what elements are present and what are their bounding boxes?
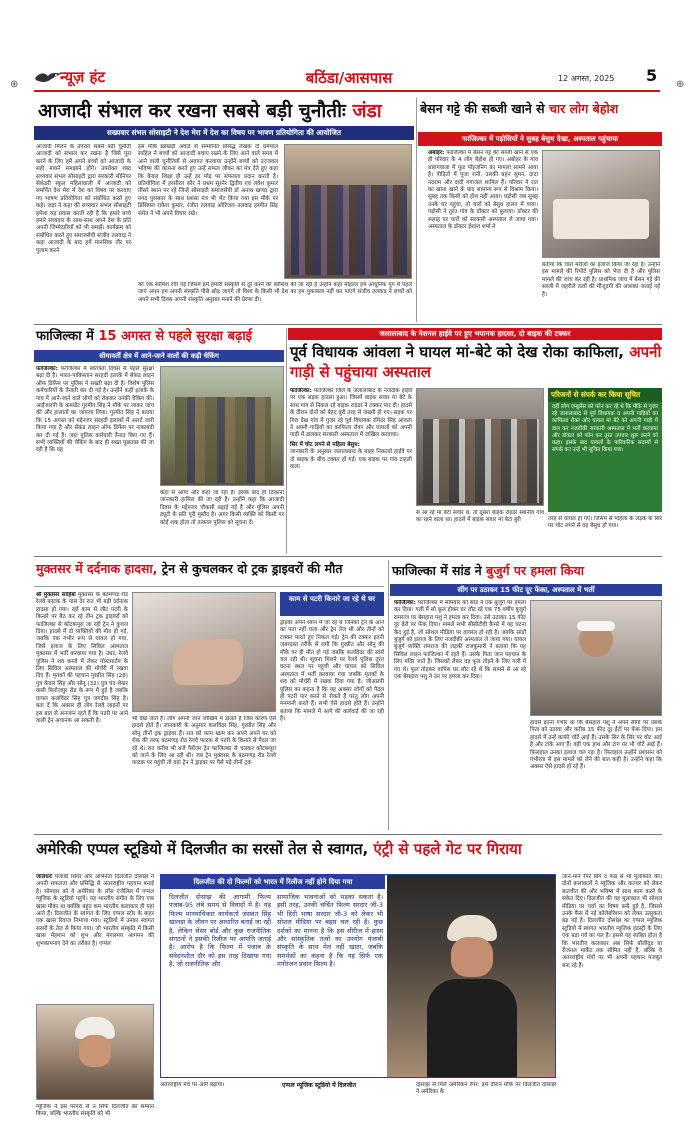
headline-main: अमेरिकी एप्पल स्टूडियो में दिलजीत का सरसों तेल से स्वागत,	[36, 840, 369, 858]
column-divider	[416, 98, 417, 322]
body-col-2: ड्राइवर अपने ध्यान में जा रहे थे जिनको ट्रेन के आने का पता नहीं चला और ट्रेन तेज थी और तीनों को टक्कर मारते हुए निकल गई। ट्रेन की टक्कर इतनी जबरदस्त तरीके से लगी कि गुरप्रीत और सोनू की मौके पर ही मौत हो गई जबकि कलविंदर की सांसें चल रही थी। सूचना मिलने पर रेलवे पुलिस तुरंत घटना स्थल पर पहुंची और घायल को सिविल अस्पताल में भर्ती करवाया गया जबकि मृतकों के शव को मोर्चरी में रखवा दिया गया है। जीआरपी पुलिस का कहना है कि यह अक्सर लोगों को पैदल ही पटरी पार करने से रोकते हैं परंतु लोग अपनी मनमानी करते हैं। सभी ऐसे हादसे होते हैं। उन्होंने बताया कि मामले में आगे की कार्रवाई की जा रही है।	[280, 620, 384, 723]
caption: हादसे इतना गंभीर था कि बेसहारा पशु ने अपने सींगों पर उसके पिता को उठाया और करीब 15 फीट दूर ईंटों पर फेंक दिया। इस हादसे में उन्हें काफी चोटें आई हैं। उसके सिर के सिर पर चोट आई है और टांके आए हैं। वहीं एक हाथ और टांग पर भी चोटें आई हैं। फिलहाल उनका इलाज चल रहा है। फिलहाल उन्होंने प्रशासन को गंभीरता से इस मामले को लेने की बात कही है। उन्होंने कहा कि अक्सर ऐसे हादसे हो रहे हैं।	[530, 720, 662, 771]
headline-accent: अपनी गाड़ी से पहुंचाया अस्पताल	[290, 343, 662, 381]
body-text: मुक्तसर के बठमणड़ रोड रेलवे फाटक के पास देर रात भी बड़ी दर्दनाक हादसा हो गया। रहाँ काम से लौट पटरी के किनारे पर बैठ कर रहे तीन ट्रक ड्राइवरों को फाजिल्का से कोटकपूरा जा रही ट्रेन ने कुचल दिया। हादसे में दो व्यक्तियों की मौत हो गई, जबकि एक गंभीर रूप से घायल हो गया, जिसे इलाज के लिए सिविल अस्पताल मुक्तसर में भर्ती करवाया गया है। उधर, रेलवे पुलिस ने शव कब्जे में लेकर पोस्टमार्टम के लिए सिविल अस्पताल की मोर्चरी में रखवा दिए हैं। मृतकों की पहचान गुरप्रीत सिंह (28) पुत्र केवल सिंह और सोनू (32) पुत्र चंद शेखर वासी फिरोज़पुर रोड के रूप में हुई है जबकि घायल कलविंदर सिंह पुत्र जगदीप सिंह है। बता दें कि अक्सर ही लोग रेलवे लाइनों पर इस बात से अनजान रहते हैं कि पटरी पर आने वाली ट्रेन अचानक आ सकती है।	[36, 592, 128, 724]
story-awla	[288, 328, 662, 554]
headline-accent: जंडा	[352, 100, 382, 122]
body-text: फाजिल्का में स्वतंत्रता दिवस से पहले सुरक्षा बढ़ा दी है। भारत-पाकिस्तान सरहदी इलाके में सेकंड लाइन ऑफ डिफेंस पर पुलिस ने सख्ती बढ़ा दी है। विशेष पुलिस कर्मचारियों के तैनाती कर दी गई है। उन्होंने कहीं इलाके के गांव में आने-जाने वाले लोगों को रोककर उनकी चेकिंग की। आईजारपी के कमांडेंट गुरमीत सिंह ने मौके पर जाकर जांच की और हालातों का जायजा लिया। गुरमीत सिंह ने बताया कि 15 अगस्त को मद्देनजर सरहदी इलाकों में अलर्ट जारी किया गया है और सेकंड लाइन ऑफ डिफेंस पर नाकाबंदी कर दी गई है। जहां पुलिस कर्मचारी तैनात किए गए हैं। सभी व्यक्तियों की चेकिंग के बाद ही सख्त पूछताछ की जा रही है कि वह	[36, 366, 154, 454]
studio-photo	[387, 875, 555, 1077]
subsection-title: सिर में चोट लगने से महिला बेसुध:	[290, 441, 360, 448]
box-foot-right-text: दोसांझ से मिले अमेरिकन रैपर: इस दौरान मौके पर दिलजीत दोसांझ ने अमेरिका के	[416, 1082, 556, 1096]
bandage	[577, 621, 615, 631]
body-text: पंजाबी सिंगर और अभिनेता दिलजीत दोसांझ ने अपनी सफलता और प्रसिद्धि से अंतरराष्ट्रीय पहचान बनाई है। सोमवार को वे अमेरिका के लॉस एंजेलिस में एप्पल म्यूजिक के स्टूडियो पहुंचे। यह भारतीय संगीत के लिए एक खास मौका था क्योंकि बहुत कम भारतीय कलाकार ही यहां आते हैं। दिलजीत के स्वागत के लिए एप्पल स्टोर के बाहर एक खास रिवाज निभाया गया। स्टूडियो में उनका स्वागत सरसों के तेल से किया गया। जो भारतीय संस्कृति में किसी खास मेहमान को शुभ और मंगलमय आगमन की शुभकामनाएं देने का तरीका है। एप्पल	[36, 874, 154, 947]
headline-main: ट्रेन से कुचलकर दो ट्रक ड्राइवरों की मौत	[161, 561, 343, 576]
caption: से आ रहे मां बेटा सवार थे, तो दूसरा बाइक राइडर स्थानीय गांव का रहने वाला था। हादसे में बाइक सवार मां बेटा बुरी	[416, 510, 544, 524]
sub-box-title: काम से पटरी किनारे जा रहे थे घर	[288, 595, 376, 603]
headline-main: पूर्व विधायक आंवला ने घायल मां-बेटे को देख रोका काफिला,	[290, 343, 624, 361]
box-col-2: सामाजिक भावनाओं को भड़का सकता है। इसी तरह, उनकी चर्चित फिल्म सरदार जी-3 भी हिंदी भाषा सरदार जी-3 को लेकर भी सोशल मीडिया पर बहस चल रही है। कुछ दर्शकों का मानना है कि इस सीरीज में हास्य और सांस्कृतिक तत्वों का उपयोग पंजाबी संस्कृति के साथ मेल नहीं खाता, जबकि समर्थकों का कहना है कि यह सिर्फ एक मनोरंजन प्रधान फिल्म है।	[277, 893, 383, 969]
sidebar-box	[548, 388, 662, 512]
dateline: श्री मुक्तसर साहिबः	[36, 592, 76, 598]
dateline: फाजिल्का:	[36, 366, 58, 372]
headline-rule	[34, 586, 384, 587]
photo-figures	[291, 185, 407, 275]
hand-shape	[173, 639, 243, 685]
eagle-logo-icon	[34, 68, 62, 86]
headline-accent: मुक्तसर में दर्दनाक हादसा,	[36, 561, 158, 576]
body-text-2: जानकारी के अनुसार जलालाबाद के बाहर निकलते हाईवे पर दो बाइक के बीच टक्कर हो गई। एक बाइक पर गांव टाहली वाला	[290, 449, 412, 471]
body-col-2: इस मौके ख़ाखड़ी अवार्ड से सम्मानित प्रसिद्ध लेखक दो धर्मपाल साहिल ने बच्चों को आजादी बचाए रखने के लिए आने वाले समय में आने वाली चुनौतियों से अवगत करवाया उन्होंने बच्चों को उज्जवल भविष्य की कामना करते हुए उन्हें सफल जीवन का मंत्र देते हुए कहा कि केवल शिक्षा ही उन्हें हर मोड़ पर सफलता प्रदान करती है। प्रतियोगिता में हरसीरत कौर ने प्रथम सुरनेर द्वितीय एवं लवेश कुमार तीसरे स्थान पर रहे जिन्हें सोसाइटी समाजसेवी डॉ अनाथ खण्डा द्वारा नगद पुरस्कार के साथ प्रशंसा पत्र भी भेंट किया गया इस मौके पर प्रिंसिपल राकेश कुमार, रंजीत तलवाड़ ओरिंजल तलवाड़ हरमीत सिंह समेत ने भी अपने विचार रखे।	[138, 144, 278, 217]
headline	[420, 100, 662, 117]
sidebar-tail: तरह से घायल हो गए। जिसमें से महिला के लड़के के सिर पर चोट लगने से वह बेसुध हो गया।	[548, 516, 662, 530]
caption: म्यूजिक ने इस परंपरा से न सिर्फ दिलजीत का सम्मान किया, बल्कि भारतीय संस्कृति को भी	[36, 1104, 154, 1118]
story-besan	[418, 96, 662, 322]
story-diljit	[34, 838, 662, 1122]
section-title: बठिंडा/आसपास	[305, 69, 393, 87]
hospital-photo	[542, 150, 660, 258]
subhead-band: सख्यवार संभल सोसाइटी ने देश मेरा में देश का विषय पर भाषण प्रतियोगिता की आयोजित	[34, 126, 414, 140]
dateline: अबोहर:	[428, 150, 445, 156]
caption: कहां से आया और कहां जा रहा है। इसके बाद ही ठिकाना जानकारी हासिल की जा रही है। उन्होंने कहा कि आजादी दिवस के मद्देनजर चौकसी बढ़ाई गई है और पुलिस अपनी ड्यूटी के प्रति पूरी मुस्तैद है। अगर किसी व्यक्ति को किसी पर कोई शक होता तो तत्काल पुलिस को सूचना दें।	[160, 490, 284, 526]
diljit-photo	[36, 1004, 154, 1100]
section-rule	[34, 324, 662, 325]
body-col-1	[290, 388, 412, 554]
issue-date: 12 अगस्त, 2025	[558, 74, 615, 83]
dateline: फाजिल्का:	[394, 600, 416, 606]
headline-accent: बुजुर्ग पर हमला किया	[486, 563, 584, 578]
subhead-band: सींग पर उठाकर 15 फीट दूर फेंका, अस्पताल में भर्ती	[390, 584, 662, 596]
checkpoint-photo	[160, 366, 284, 486]
body-col-1: आजादी मिलने के उपरांत सबसे बड़ी चुनौती आजादी को संभाल कर रखना है जिसे पूरा करने के लिए हमें अपने बच्चों को आजादी के सही मायने समझाने होंगे। उपरोक्त शब्द सच्यवार संभल सोसाइटी द्वारा सरकारी सीनियर सेकंडरी स्कूल महिलावाली में आजादी को समर्पित देश मेरा में देश का विषय पर करवाए गए भाषण प्रतियोगिता को संबोधित करते हुए कहे। जड़ा ने कहा की सच्यवार संभल सोसाइटी हमेशा यह प्रयास करती रही है कि हमारे बच्चे हमारे सच्यवार के साथ-साथ अपने देश के प्रति अपनी जिम्मेदारियों को भी समझें। कार्यक्रम को संबोधित करते हुए समाजसेवी संजीव तलवाड़ ने कहा आजादी के बाद हमें मानसिक तौर पर गुलाम करने	[36, 144, 131, 254]
headline-main: फाजिल्का में	[36, 329, 94, 344]
caption: बताया कि चारों मरीजों का इलाज किया जा रहा है। उन्होंने इस मामले की रिपोर्ट पुलिस को भेज दी है और पुलिस मामले की जांच कर रही है। प्राथमिक जांच में बेसन गट्टे की सब्जी में जहरीले तत्वों की मौजूदगी की आशंका जताई गई है।	[542, 262, 660, 298]
body-text: फाजिल्का में बेसन गट्टे की सब्जी खाने से एक ही परिवार के 4 लोग बेहोश हो गए। अबोहर के गांव धारांगवाला में फूड पॉइजनिंग का मामला सामने आया है। पीड़ितों में पूजा रानी, उसकी बहन सुमन, दादा नंदराम और दादी गंगाजल शामिल हैं। परिवार ने रात का खाना खाने के बाद सामान्य रूप से विश्राम किया। सुबह तक किसी को होश नहीं आया। पड़ोसी जब सुबह उनके घर पहुंचा, तो चारों को बेसुध हालत में पाया। पड़ोसी ने तुरंत गांव के डॉक्टर को बुलाया। डॉक्टर की सलाह पर चारों को सरकारी अस्पताल ले जाया गया। अस्पताल के डॉक्टर ईशांश शर्मा ने	[428, 150, 538, 231]
box-foot-right	[416, 1082, 556, 1120]
sub-box	[280, 592, 384, 616]
page-number: 5	[646, 66, 658, 85]
caption: को एक सामिश रची गई जिसमें हमें हमारी संस्कृति से दूर करने की कोशिश की जा रही है उन्होंने कहा मोहल्ल हम आधुनिक युग में पहले जाएं अपन हम अपनी संस्कृति पीछे छोड़ जाएंगे तो विश्व के किसी भी देश का हम मुकाबला नहीं कर पाएंगे संजीव तलवाड़ ने बच्चों को अपने सभी दिवस अपनी संस्कृति अनुसार मनाने की प्रेरणा दी।	[138, 282, 412, 303]
column-divider	[388, 560, 389, 830]
dateline: जालंधरः	[36, 874, 53, 880]
body	[394, 600, 526, 828]
story-security	[34, 328, 284, 554]
body-hand-photo	[132, 592, 276, 712]
column-divider	[286, 328, 287, 554]
headline	[36, 838, 662, 860]
box-foot-subhead: एप्पल म्यूजिक स्टूडियो में दिलजीत	[282, 1082, 357, 1089]
boxed-story	[160, 874, 556, 1078]
story-azadi	[34, 96, 414, 322]
sidebar-box-title: परिजनों से संपर्क कर किया सूचित	[548, 388, 662, 402]
box-foot-left: अंतरराष्ट्रीय मंच पर आगे बढ़ाया।	[160, 1082, 225, 1088]
officers	[175, 397, 271, 483]
headline-accent: एंट्री से पहले गेट पर गिराया	[373, 840, 522, 858]
caption: भी देखे जाते हैं। लोग अपनी जान जोखिम में डालते हैं जिस कारण ऐसे हादसे होते हैं। जानकारी के अनुसार कलविंदर सिंह, गुरप्रीत सिंह और सोनू तीनों ट्रक ड्राइवर हैं। रात को काम खत्म कर अपने अपने घर को रोक की तरफ बठमणड़ रोड रेलवे फाटक से पटरी के किनारे से पैदल जा रहे थे। रात करीब भी बजे पैसेंजर ट्रेन फाजिल्का से चलकर कोटकपूरा को जाने के लिए आ रही थी। जब ट्रेन मुक्तसर के बठमणड़ रोड रेलवे फाटक पर पहुंची तो वहां ट्रेन ने ड्राइवर पर पैसे पड़े तीनों ट्रक	[132, 716, 276, 767]
studio-face	[451, 937, 493, 977]
body-text: फाजिल्का जिले के जलालाबाद के नजदीक हाईवे पर एक सड़क हादसा हुआ। जिसमें बाइक सवार मां बेटे के साथ गांव से निकल रहे बाइक राइडर ने टक्कर मार दी। हादसे के दौरान दोनों को बेहद बुरी तरह से जख्मी हो गए। सड़क पर गिरा देख गांव में गुजर रहे पूर्व विधायक रमिंदर सिंह आंवला ने अपनी गाड़ियों का काफिला रोका और घायलों को अपनी गाड़ी में डालकर सरकारी अस्पताल में दाखिल करवाया।	[290, 388, 412, 439]
section-rule	[34, 556, 662, 557]
boxed-story-title: दिलजीत की दो फिल्मों को भारत में रिलीज नहीं होने दिया गया	[161, 875, 385, 889]
logo: न्यूज़ हंट	[60, 68, 106, 86]
event-photo	[284, 144, 412, 279]
registration-mark-icon: ⊕	[676, 79, 685, 90]
masthead	[0, 0, 696, 96]
kicker-band: जलालाबाद के नेशनल हाईवे पर हुए भयानक हादसा, दो बाइक की टक्कर	[288, 328, 662, 340]
headline-accent: 15 अगस्त से पहले सुरक्षा बढ़ाई	[98, 329, 253, 344]
registration-mark-icon: ⊕	[10, 79, 19, 90]
body-col-1	[36, 874, 154, 1000]
headline	[36, 328, 284, 346]
subhead-band: फाजिल्का में पड़ोसियों ने सुबह बेसुध देखा, अस्पताल पहुंचाया	[418, 132, 662, 146]
body-col-1	[36, 592, 128, 828]
subhead-band: सीमावर्ती क्षेत्र में आने-जाने वालों की कड़ी चेकिंग	[34, 350, 284, 362]
sidebar-box-body: वहीं लोग एम्बुलेंस को फोन कर रहे थे कि मौके से गुजर रहे जलालाबाद से पूर्व विधायक व अपनी गाड़ियों का काफिला रोका और घायल मां बेटे को अपनी गाड़ी में डाल कर नजदीकी सरकारी अस्पताल में भर्ती करवाया और डॉक्टर को फोन कर तुरंत उपचार शुरू करने को कहा। इसके बाद घायलों के पारिवारिक सदस्यों से संपर्क कर उन्हें भी सूचित किया गया।	[552, 404, 658, 454]
crowd	[423, 419, 539, 503]
headline	[290, 342, 662, 382]
body	[428, 150, 538, 320]
headline-main: बेसन गट्टे की सब्जी खाने से	[420, 101, 545, 116]
patient-bed	[553, 199, 649, 239]
masthead-rule	[34, 90, 660, 92]
story-train	[34, 560, 384, 830]
headline	[36, 560, 384, 578]
body-col-3: जाने-माने रैपर बिग द फन्न से भी मुलाकात की। दोनों कलाकारों ने म्यूजिक और कल्चर को लेकर बातचीत की और भविष्य में साथ काम करने के संकेत दिए। दिलजीत की यह मुलाकात भी सोशल मीडिया पर चर्चा का विषय बनी हुई है, जिससे उनके फैंस में नई कोलेबोरेशन को लेकर उत्सुकता बढ़ गई है। दिलजीत दोसांझ का एप्पल म्यूजिक स्टूडियो में स्वागत भारतीय म्यूजिक इंडस्ट्री के लिए एक बड़ा गर्व का पल है। इससे यह साबित होता है कि भारतीय कलाकार अब सिर्फ बॉलीवुड या रीजनल मार्केट तक सीमित नहीं हैं, बल्कि वे अंतरराष्ट्रीय मंचों पर भी अपनी पहचान मजबूत बना रहे हैं।	[562, 874, 662, 969]
story-bull	[390, 560, 662, 830]
dateline: फाजिल्का:	[290, 388, 312, 394]
headline	[392, 562, 662, 580]
headline	[38, 98, 414, 124]
studio-body	[427, 979, 517, 1077]
accident-photo	[416, 388, 544, 506]
section-rule	[34, 834, 662, 835]
headline-main: आजादी संभाल कर रखना सबसे बड़ी चुनौतीः	[38, 100, 346, 122]
headline-main: फाजिल्का में सांड ने	[392, 563, 482, 578]
face	[79, 1035, 111, 1067]
box-col-1: दिलजीत दोसांझ की आगामी फिल्म पंजाब-95 लंबे समय से विवादों में है। यह फिल्म मानवाधिकार कार्यकर्ता जसवंत सिंह खालड़ा के जीवन पर आधारित बताई जा रही है, लेकिन सेंसर बोर्ड और कुछ राजनीतिक संगठनों ने इसकी रिलीज पर आपत्ति जताई है। आरोप है कि फिल्म में पंजाब के संवेदनशील दौर को इस तरह दिखाया गया है, जो राजनीतिक और	[169, 893, 271, 969]
headline-accent: चार लोग बेहोश	[548, 101, 619, 116]
injured-man-photo	[530, 600, 662, 716]
body-text: फाजिल्का में सोमवार को सांड ने एक बुजुर्ग पर हमला कर दिया। गली में सो कूल होकर घर लौट रहे एक 75 वर्षीय बुजुर्ग रामराज पर बेसहारा पशु ने हमला कर दिया। उसे उठाकर 15 फीट दूर ढेरों पर फेंक दिया। मामले सभी सीसीटीवी कैमरे में यह घटना कैद हुई है, जो सोशल मीडिया पर वायरल हो रही है। जबकि सांडों बुजुर्ग को इलाज के लिए नजदीकी अस्पताल ले जाया गया। घायल बुजुर्ग व्यक्ति रामराज की लड़की राजकुमारी ने बताया कि यह सिविल लाइन फाजिल्का में रहते हैं। उसके पिता जान पहचान के लिए मंदिर जाते हैं। जिसको लेकर वह फूल तोड़ने के लिए गली में गए थे। फूल तोड़कर वापिस घर लौट रहे थे कि सामने से आ रहे एक बेसहारा पशु ने उन पर हमला कर दिया।	[394, 600, 526, 681]
body-col-1	[36, 366, 154, 554]
